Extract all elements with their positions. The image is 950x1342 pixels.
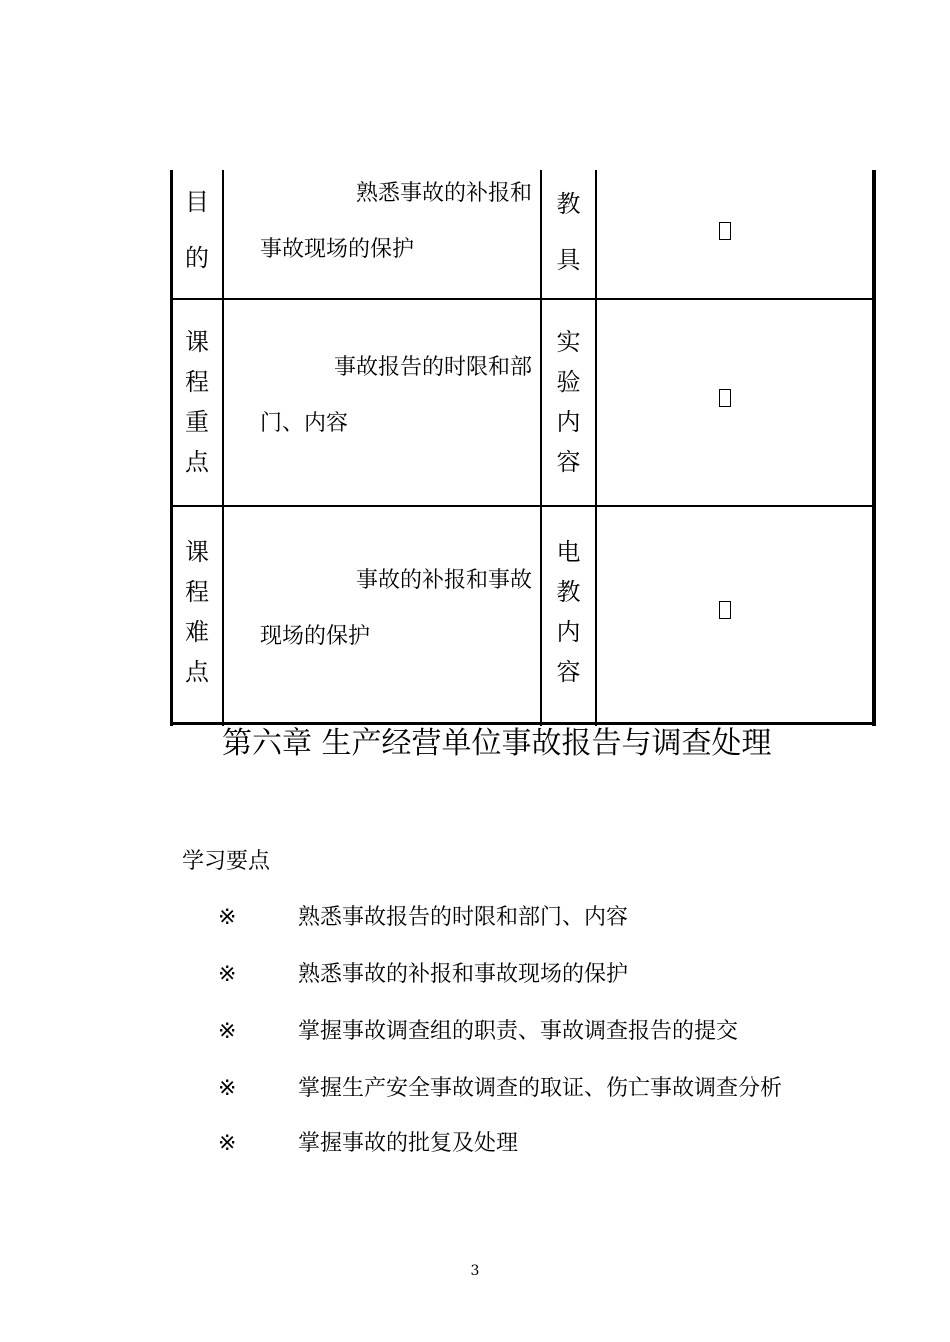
row-1-right-label-char: 教 — [556, 190, 581, 218]
table-divider-1 — [222, 170, 224, 726]
list-item-text: 掌握事故的批复及处理 — [298, 1131, 519, 1156]
row-2-right-label-char: 内 — [556, 408, 581, 436]
row-1-label-char: 目 — [185, 188, 209, 216]
row-1-label — [172, 174, 222, 286]
row-2-right-label — [542, 322, 595, 482]
row-3-right-label — [542, 532, 595, 692]
page-number: 3 — [470, 1263, 480, 1279]
section-title: 学习要点 — [182, 849, 271, 874]
row-2-content-line-1: 事故报告的时限和部 — [333, 355, 532, 380]
row-3-content-line-2: 现场的保护 — [260, 624, 371, 649]
row-3-label — [172, 532, 222, 692]
row-2-right-label-char: 验 — [556, 368, 581, 396]
list-item — [218, 1128, 518, 1160]
row-2-right-label-char: 容 — [556, 448, 581, 476]
row-2-label-char: 重 — [185, 408, 209, 436]
row-3-value-glyph-icon — [719, 601, 731, 619]
table-divider-3 — [595, 170, 597, 726]
row-2-content-line-2: 门、内容 — [260, 411, 349, 436]
row-2-content — [260, 340, 532, 452]
reference-mark-icon: ※ — [218, 1131, 237, 1156]
row-2-label — [172, 322, 222, 482]
row-3-right-label-char: 电 — [556, 538, 581, 566]
row-2-label-char: 程 — [185, 368, 209, 396]
list-item — [218, 1016, 738, 1048]
reference-mark-icon: ※ — [218, 905, 237, 930]
row-3-right-label-char: 教 — [556, 578, 581, 606]
list-item-text: 熟悉事故的补报和事故现场的保护 — [298, 962, 629, 987]
row-2-label-char: 课 — [185, 328, 209, 356]
row-1-content-line-2: 事故现场的保护 — [260, 237, 415, 262]
row-2-label-char: 点 — [185, 448, 209, 476]
row-3-label-char: 课 — [185, 538, 209, 566]
row-3-label-char: 程 — [185, 578, 209, 606]
row-1-content-line-1: 熟悉事故的补报和 — [355, 181, 532, 206]
row-1-right-label — [542, 176, 595, 288]
row-3-content-line-1: 事故的补报和事故 — [355, 568, 532, 593]
list-item-text: 掌握生产安全事故调查的取证、伤亡事故调查分析 — [298, 1076, 783, 1101]
list-item — [218, 1073, 782, 1105]
row-1-label-char: 的 — [185, 244, 209, 272]
list-item-text: 掌握事故调查组的职责、事故调查报告的提交 — [298, 1019, 739, 1044]
row-2-right-label-char: 实 — [556, 328, 581, 356]
reference-mark-icon: ※ — [218, 1019, 237, 1044]
reference-mark-icon: ※ — [218, 1076, 237, 1101]
row-1-content — [260, 166, 532, 278]
table-row-divider-2 — [170, 505, 876, 507]
row-3-right-label-char: 内 — [556, 618, 581, 646]
row-1-value-glyph-icon — [719, 222, 731, 240]
reference-mark-icon: ※ — [218, 962, 237, 987]
list-item — [218, 902, 628, 934]
chapter-title: 第六章 生产经营单位事故报告与调查处理 — [222, 726, 772, 761]
table-border-right — [872, 170, 876, 726]
row-2-value-glyph-icon — [719, 389, 731, 407]
row-3-right-label-char: 容 — [556, 658, 581, 686]
table-row-divider-1 — [170, 298, 876, 300]
row-1-right-label-char: 具 — [556, 246, 581, 274]
list-item — [218, 959, 628, 991]
row-3-label-char: 点 — [185, 658, 209, 686]
list-item-text: 熟悉事故报告的时限和部门、内容 — [298, 905, 629, 930]
row-3-label-char: 难 — [185, 618, 209, 646]
row-3-content — [260, 553, 532, 665]
